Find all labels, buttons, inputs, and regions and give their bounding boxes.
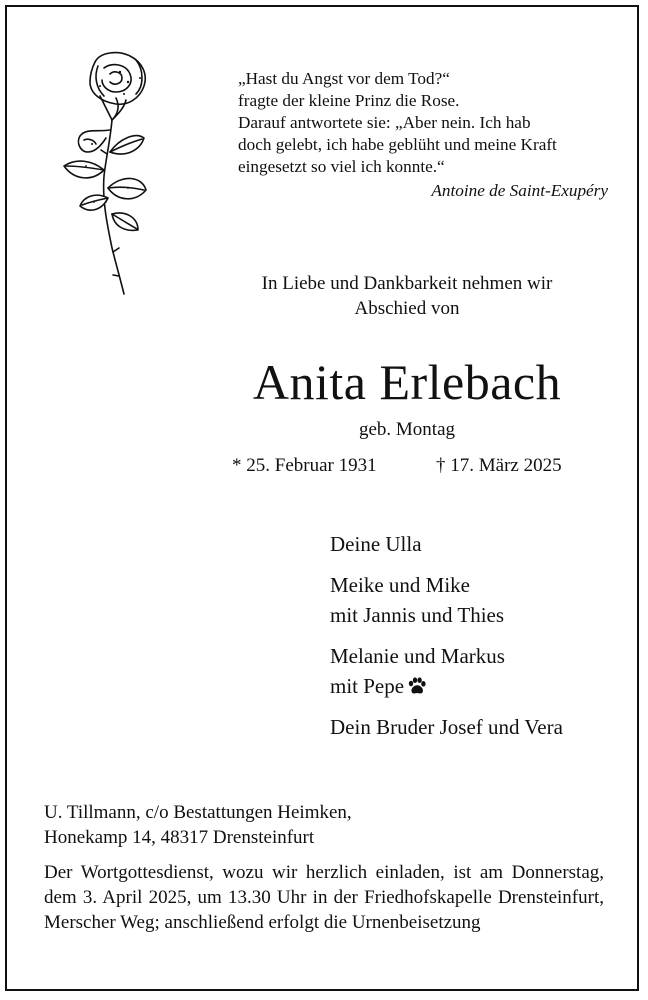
death-date: † 17. März 2025 (436, 455, 562, 476)
address-line-2: Honekamp 14, 48317 Drensteinfurt (44, 827, 315, 848)
intro-line-2: Abschied von (354, 298, 460, 319)
mourners-list (330, 529, 620, 753)
mourner-line: Deine Ulla (330, 532, 422, 556)
mourner-group (330, 529, 620, 559)
quote-line: fragte der kleine Prinz die Rose. (238, 91, 460, 110)
address-line-1: U. Tillmann, c/o Bestattungen Heimken, (44, 802, 352, 823)
service-announcement: Der Wortgottesdienst, wozu wir herzlich einladen, ist am Donnerstag, dem 3. April 2025, um 13.30 Uhr in der Friedhofskapelle Drensteinfurt, Merscher Weg; anschließend erfolgt die Urnenbeisetzung (44, 862, 604, 933)
mourner-line: Melanie und Markus (330, 644, 505, 668)
deceased-name: Anita Erlebach (252, 354, 562, 410)
mourner-line: mit Jannis und Thies (330, 603, 505, 627)
quote-line: Darauf antwortete sie: „Aber nein. Ich hab (238, 113, 531, 132)
quote-author: Antoine de Saint-Exupéry (431, 181, 608, 200)
mourner-group (330, 712, 620, 742)
mourner-line-with-pet (330, 671, 620, 701)
saint-exupery-quote (238, 68, 608, 202)
quote-line: eingesetzt so viel ich konnte.“ (238, 157, 445, 176)
quote-line: „Hast du Angst vor dem Tod?“ (238, 69, 450, 88)
mourner-line: Dein Bruder Josef und Vera (330, 715, 563, 739)
contact-address (44, 800, 604, 850)
birth-date: * 25. Februar 1931 (232, 455, 377, 476)
mourner-group (330, 570, 620, 630)
mourner-line: Meike und Mike (330, 573, 470, 597)
quote-line: doch gelebt, ich habe geblüht und meine Kraft (238, 135, 557, 154)
mourner-pet-text: mit Pepe (330, 674, 405, 698)
rose-illustration (40, 42, 160, 302)
farewell-intro (210, 271, 604, 321)
birth-name: geb. Montag (358, 419, 456, 440)
paw-icon (407, 677, 427, 695)
mourner-group (330, 641, 620, 701)
intro-line-1: In Liebe und Dankbarkeit nehmen wir (261, 273, 553, 294)
